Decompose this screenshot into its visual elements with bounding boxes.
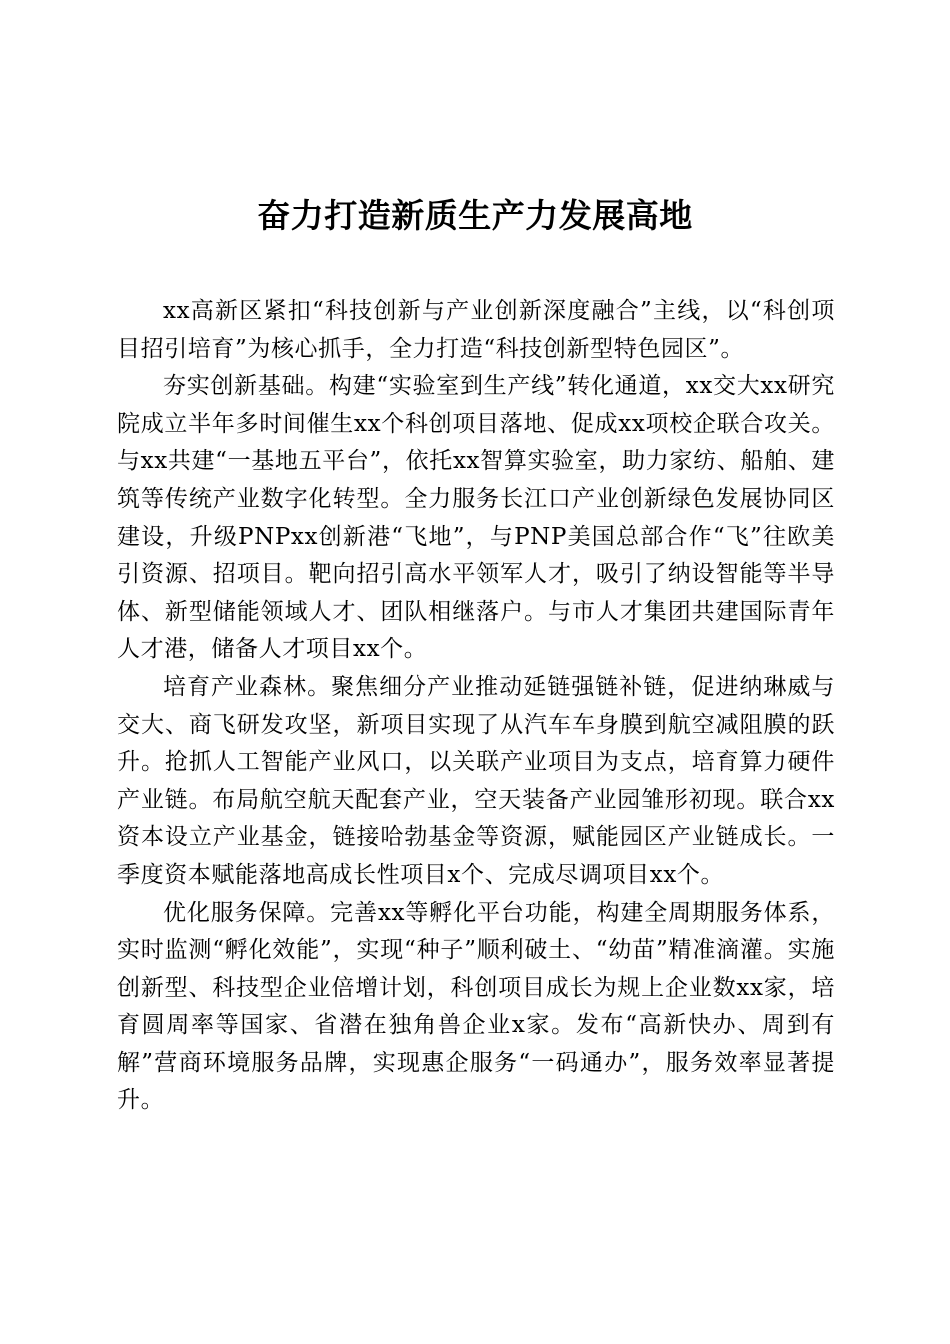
paragraph-industry-forest: 培育产业森林。聚焦细分产业推动延链强链补链，促进纳琳威与交大、商飞研发攻坚，新项目实现了从汽车车身膜到航空减阻膜的跃升。抢抓人工智能产业风口，以关联产业项目为支点，培育算力硬件产业链。布局航空航天配套产业，空天装备产业园雏形初现。联合xx资本设立产业基金，链接哈勃基金等资源，赋能园区产业链成长。一季度资本赋能落地高成长性项目x个、完成尽调项目xx个。 bbox=[117, 673, 835, 888]
document-body bbox=[117, 293, 835, 1120]
paragraph-innovation-foundation: 夯实创新基础。构建“实验室到生产线”转化通道，xx交大xx研究院成立半年多时间催生xx个科创项目落地、促成xx项校企联合攻关。与xx共建“一基地五平台”，依托xx智算实验室，助力家纺、船舶、建筑等传统产业数字化转型。全力服务长江口产业创新绿色发展协同区建设，升级PNPxx创新港“飞地”，与PNP美国总部合作“飞”往欧美引资源、招项目。靶向招引高水平领军人才，吸引了纳设智能等半导体、新型储能领域人才、团队相继落户。与市人才集团共建国际青年人才港，储备人才项目xx个。 bbox=[117, 373, 835, 663]
document-title: 奋力打造新质生产力发展高地 bbox=[257, 196, 693, 235]
paragraph-intro: xx高新区紧扣“科技创新与产业创新深度融合”主线，以“科创项目招引培育”为核心抓手，全力打造“科技创新型特色园区”。 bbox=[117, 298, 835, 362]
paragraph-service-guarantee: 优化服务保障。完善xx等孵化平台功能，构建全周期服务体系，实时监测“孵化效能”，实现“种子”顺利破土、“幼苗”精准滴灌。实施创新型、科技型企业倍增计划，科创项目成长为规上企业数xx家，培育圆周率等国家、省潜在独角兽企业x家。发布“高新快办、周到有解”营商环境服务品牌，实现惠企服务“一码通办”，服务效率显著提升。 bbox=[117, 899, 835, 1114]
